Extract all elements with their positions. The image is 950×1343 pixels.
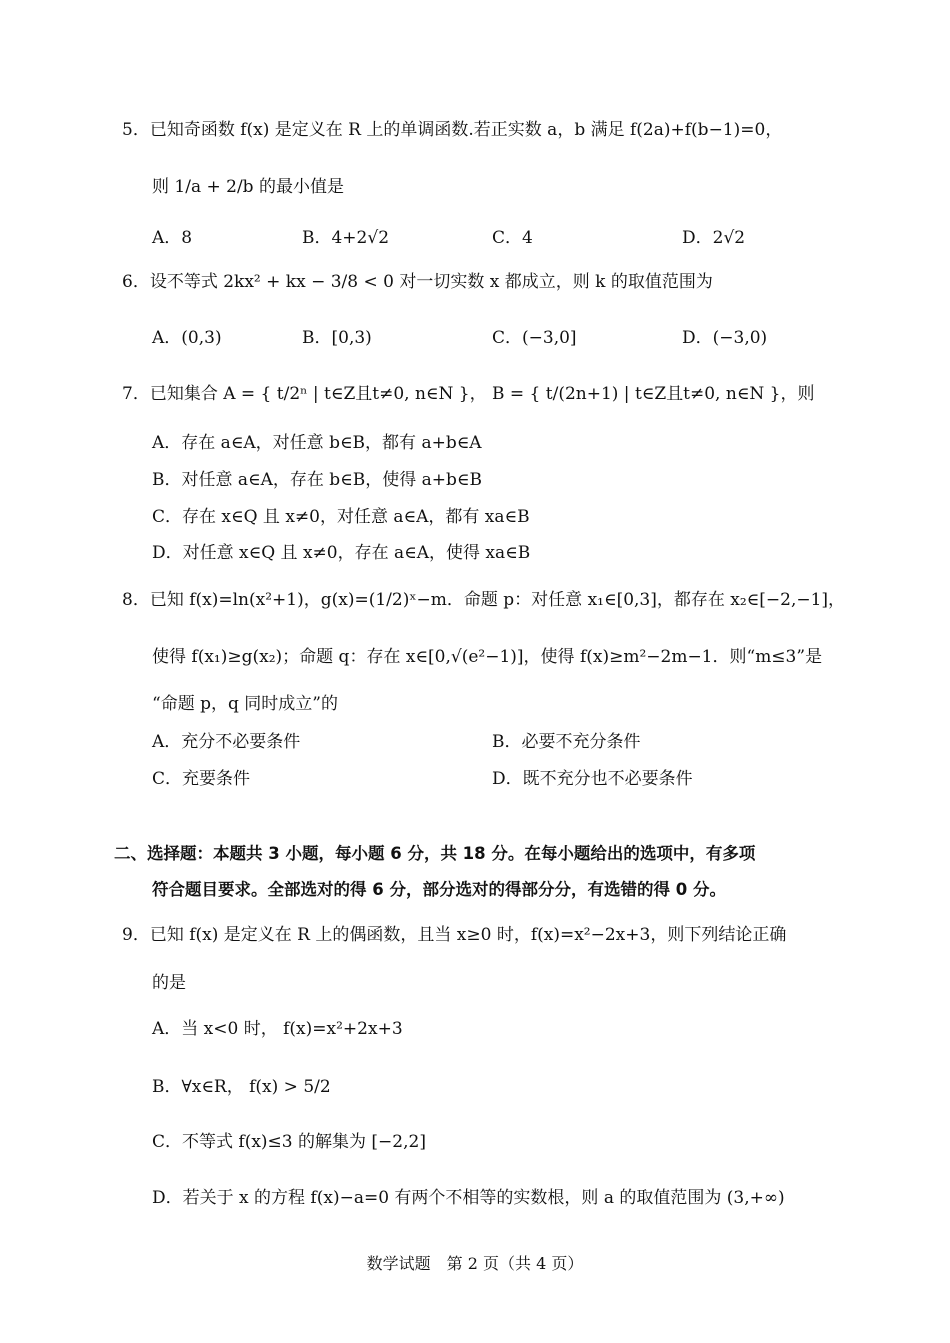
q8-option-d: D．既不充分也不必要条件 (492, 769, 693, 789)
q7-option-b: B．对任意 a∈A，存在 b∈B，使得 a+b∈B (152, 470, 482, 490)
q6-option-c: C．(−3,0] (492, 328, 577, 348)
q9-option-c: C．不等式 f(x)≤3 的解集为 [−2,2] (152, 1132, 426, 1152)
q6-option-b: B．[0,3) (302, 328, 372, 348)
section2-heading-line2: 符合题目要求。全部选对的得 6 分，部分选对的得部分分，有选错的得 0 分。 (152, 880, 726, 899)
page-footer: 数学试题 第 2 页（共 4 页） (366, 1254, 584, 1273)
q9-stem-line1: 9．已知 f(x) 是定义在 R 上的偶函数，且当 x≥0 时，f(x)=x²−2x+3，则下列结论正确 (122, 925, 787, 945)
q9-stem-line2: 的是 (152, 973, 186, 993)
q7-option-c: C．存在 x∈Q 且 x≠0，对任意 a∈A，都有 xa∈B (152, 507, 530, 527)
q6-stem: 6．设不等式 2kx² + kx − 3/8 < 0 对一切实数 x 都成立，则 k 的取值范围为 (122, 272, 713, 292)
q6-option-d: D．(−3,0) (682, 328, 768, 348)
q9-option-a: A．当 x<0 时， f(x)=x²+2x+3 (152, 1019, 403, 1039)
q8-stem-line2: 使得 f(x₁)≥g(x₂)；命题 q：存在 x∈[0,√(e²−1)]，使得 f(x)≥m²−2m−1．则“m≤3”是 (152, 647, 823, 667)
q7-option-d: D．对任意 x∈Q 且 x≠0，存在 a∈A，使得 xa∈B (152, 543, 531, 563)
q8-stem-line3: “命题 p，q 同时成立”的 (152, 694, 338, 714)
section2-heading-line1: 二、选择题：本题共 3 小题，每小题 6 分，共 18 分。在每小题给出的选项中，有多项 (114, 844, 756, 863)
q5-option-a: A．8 (152, 228, 193, 248)
q6-option-a: A．(0,3) (152, 328, 222, 348)
q8-stem-line1: 8．已知 f(x)=ln(x²+1)，g(x)=(1/2)ˣ−m．命题 p：对任意 x₁∈[0,3]，都存在 x₂∈[−2,−1]， (122, 590, 846, 610)
q8-option-a: A．充分不必要条件 (152, 732, 301, 752)
q5-option-b: B．4+2√2 (302, 228, 390, 248)
q5-option-d: D．2√2 (682, 228, 746, 248)
q7-option-a: A．存在 a∈A，对任意 b∈B，都有 a+b∈A (152, 433, 482, 453)
q5-option-c: C．4 (492, 228, 533, 248)
q9-option-b: B．∀x∈R， f(x) > 5/2 (152, 1077, 331, 1097)
q5-stem-line2: 则 1/a + 2/b 的最小值是 (152, 177, 344, 197)
q9-option-d: D．若关于 x 的方程 f(x)−a=0 有两个不相等的实数根，则 a 的取值范围为 (3,+∞) (152, 1188, 785, 1208)
q7-stem: 7．已知集合 A = { t/2ⁿ | t∈Z且t≠0, n∈N }， B = { t/(2n+1) | t∈Z且t≠0, n∈N }，则 (122, 384, 815, 404)
q8-option-c: C．充要条件 (152, 769, 251, 789)
q5-stem-line1: 5．已知奇函数 f(x) 是定义在 R 上的单调函数.若正实数 a，b 满足 f(2a)+f(b−1)=0， (122, 120, 783, 140)
q8-option-b: B．必要不充分条件 (492, 732, 641, 752)
